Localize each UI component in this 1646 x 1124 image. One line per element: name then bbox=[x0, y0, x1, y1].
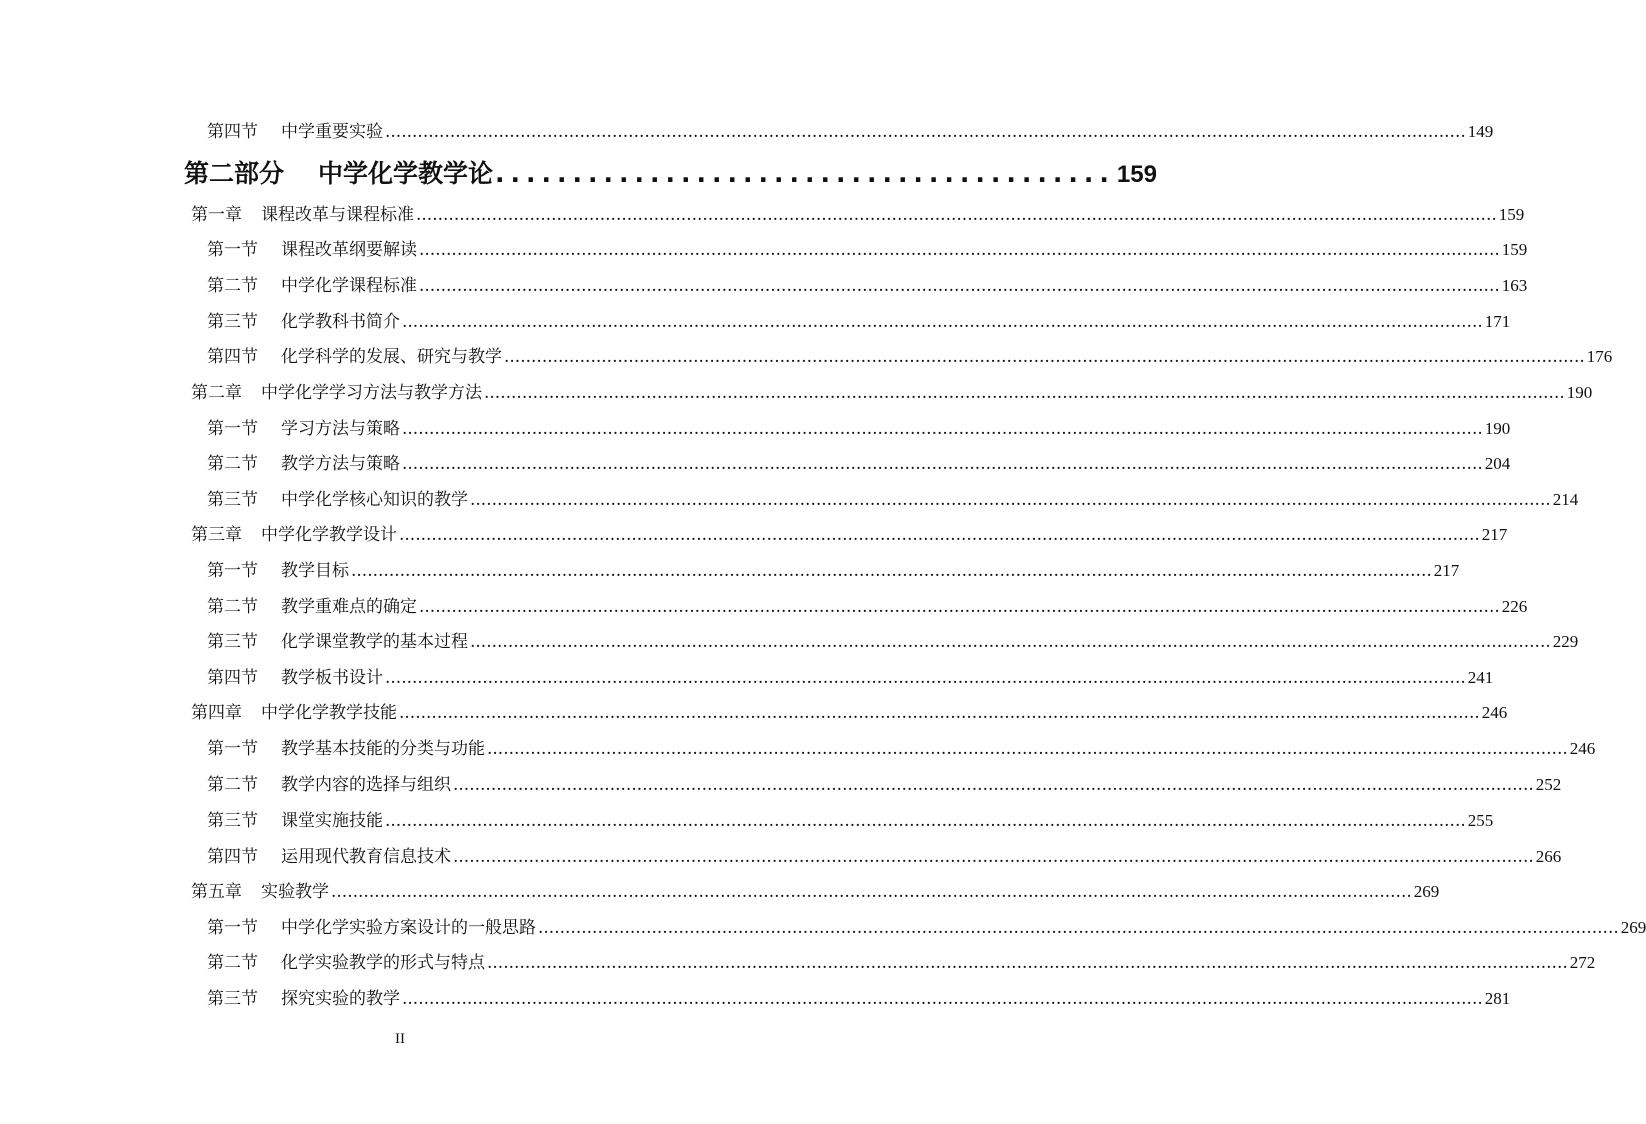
leader-dots: ........................................................................................................................................................................................................ bbox=[453, 775, 1534, 795]
toc-entry-title: 运用现代教育信息技术 bbox=[281, 847, 451, 867]
toc-entry-title: 教学基本技能的分类与功能 bbox=[281, 739, 485, 759]
toc-entry-title: 教学方法与策略 bbox=[281, 454, 400, 474]
toc-entry-title: 课程改革与课程标准 bbox=[261, 205, 414, 225]
toc-entry[interactable] bbox=[207, 556, 1460, 582]
toc-entry-page: 190 bbox=[1566, 383, 1593, 402]
toc-entry-label: 第四节 bbox=[207, 122, 258, 142]
toc-entry-page: 149 bbox=[1467, 122, 1494, 141]
toc-entry-title: 中学化学核心知识的教学 bbox=[281, 490, 468, 510]
toc-entry[interactable] bbox=[207, 414, 1511, 440]
toc-entry-title: 教学目标 bbox=[281, 561, 349, 581]
toc-entry-page: 272 bbox=[1569, 953, 1596, 972]
toc-entry-title: 中学化学学习方法与教学方法 bbox=[261, 383, 482, 403]
toc-entry-label: 第二节 bbox=[207, 597, 258, 617]
toc-chapter[interactable] bbox=[191, 200, 1525, 226]
leader-dots: ........................................................................................................................................................................................................ bbox=[399, 525, 1480, 545]
leader-dots: ........................................................................................................................................................................................................ bbox=[385, 122, 1466, 142]
toc-entry-page: 176 bbox=[1586, 347, 1613, 366]
toc-part-heading[interactable] bbox=[184, 154, 1157, 190]
toc-entry-label: 第一节 bbox=[207, 419, 258, 439]
toc-entry-title: 化学实验教学的形式与特点 bbox=[281, 953, 485, 973]
toc-entry-title: 教学重难点的确定 bbox=[281, 597, 417, 617]
toc-chapter[interactable] bbox=[191, 378, 1593, 404]
toc-entry-label: 第一节 bbox=[207, 240, 258, 260]
leader-dots: ........................................................................................................................................................................................................ bbox=[399, 703, 1480, 723]
toc-entry[interactable] bbox=[207, 485, 1579, 511]
toc-entry-title: 中学化学教学论 bbox=[318, 159, 494, 188]
toc-entry-page: 281 bbox=[1484, 989, 1511, 1008]
toc-entry[interactable] bbox=[207, 948, 1596, 974]
toc-entry-page: 226 bbox=[1501, 597, 1528, 616]
toc-entry-page: 204 bbox=[1484, 454, 1511, 473]
leader-dots: ........................................................................................................................................................................................................ bbox=[331, 882, 1412, 902]
leader-dots: ........................................................................................................................................................................................................ bbox=[487, 739, 1568, 759]
toc-entry-page: 246 bbox=[1569, 739, 1596, 758]
toc-entry-label: 第三章 bbox=[191, 525, 242, 545]
leader-dots: ........................................................................................................................................................................................................ bbox=[416, 205, 1497, 225]
toc-entry-title: 化学课堂教学的基本过程 bbox=[281, 632, 468, 652]
toc-entry-page: 214 bbox=[1552, 490, 1579, 509]
toc-entry-label: 第一节 bbox=[207, 561, 258, 581]
toc-entry[interactable] bbox=[207, 342, 1613, 368]
leader-dots: ........................................................................................................................................................................................................ bbox=[419, 276, 1500, 296]
toc-entry-title: 中学化学教学设计 bbox=[261, 525, 397, 545]
leader-dots: ........................................................................................................................................................................................................ bbox=[470, 632, 1551, 652]
toc-entry-label: 第三节 bbox=[207, 989, 258, 1009]
toc-entry-label: 第四章 bbox=[191, 703, 242, 723]
toc-entry-label: 第二节 bbox=[207, 953, 258, 973]
leader-dots: ........................................................................................................................................................................................................ bbox=[402, 454, 1483, 474]
toc-entry-page: 246 bbox=[1481, 703, 1508, 722]
toc-entry-label: 第四节 bbox=[207, 668, 258, 688]
leader-dots: ........................................................................................................................................................................................................ bbox=[402, 312, 1483, 332]
toc-entry-page: 266 bbox=[1535, 847, 1562, 866]
toc-entry-title: 中学重要实验 bbox=[281, 122, 383, 142]
toc-entry-page: 269 bbox=[1413, 882, 1440, 901]
toc-entry-page: 159 bbox=[1501, 240, 1528, 259]
toc-entry-page: 171 bbox=[1484, 312, 1511, 331]
toc-entry-label: 第二章 bbox=[191, 383, 242, 403]
toc-entry-page: 217 bbox=[1481, 525, 1508, 544]
toc-entry-title: 中学化学教学技能 bbox=[261, 703, 397, 723]
toc-entry[interactable] bbox=[207, 984, 1511, 1010]
toc-entry-label: 第三节 bbox=[207, 632, 258, 652]
leader-dots: ........................................................................................................................................................................................................ bbox=[504, 347, 1585, 367]
toc-entry-page: 255 bbox=[1467, 811, 1494, 830]
toc-entry[interactable] bbox=[207, 307, 1511, 333]
toc-entry-page: 269 bbox=[1620, 918, 1646, 937]
toc-entry-label: 第一节 bbox=[207, 739, 258, 759]
toc-entry[interactable] bbox=[207, 235, 1528, 261]
toc-entry-page: 163 bbox=[1501, 276, 1528, 295]
toc-entry-label: 第五章 bbox=[191, 882, 242, 902]
toc-entry-label: 第二节 bbox=[207, 454, 258, 474]
toc-entry-page: 229 bbox=[1552, 632, 1579, 651]
toc-entry-page: 159 bbox=[1498, 205, 1525, 224]
toc-entry-page: 190 bbox=[1484, 419, 1511, 438]
toc-entry-label: 第三节 bbox=[207, 490, 258, 510]
toc-chapter[interactable] bbox=[191, 877, 1440, 903]
toc-entry-title: 化学科学的发展、研究与教学 bbox=[281, 347, 502, 367]
leader-dots: ........................................................................................................................................................................................................ bbox=[402, 989, 1483, 1009]
toc-entry[interactable] bbox=[207, 806, 1494, 832]
toc-entry-label: 第二节 bbox=[207, 276, 258, 296]
toc-chapter[interactable] bbox=[191, 520, 1508, 546]
leader-dots: ........................................................................................................................................................................................................ bbox=[402, 419, 1483, 439]
leader-dots: ........................................................................................................................................................................................................ bbox=[470, 490, 1551, 510]
toc-entry[interactable] bbox=[207, 663, 1494, 689]
toc-entry-label: 第三节 bbox=[207, 811, 258, 831]
toc-entry-title: 化学教科书简介 bbox=[281, 312, 400, 332]
toc-entry[interactable] bbox=[207, 734, 1596, 760]
leader-dots: ........................................................................................................................................................................................................ bbox=[419, 597, 1500, 617]
toc-entry[interactable] bbox=[207, 913, 1646, 939]
toc-entry-page: 159 bbox=[1116, 161, 1157, 188]
leader-dots: ........................................................................................................................................................................................................ bbox=[484, 383, 1565, 403]
leader-dots: ........................................ bbox=[495, 159, 1115, 188]
toc-entry[interactable] bbox=[207, 770, 1562, 796]
leader-dots: ........................................................................................................................................................................................................ bbox=[538, 918, 1619, 938]
toc-entry[interactable] bbox=[207, 627, 1579, 653]
toc-entry-page: 252 bbox=[1535, 775, 1562, 794]
toc-entry-label: 第三节 bbox=[207, 312, 258, 332]
leader-dots: ........................................................................................................................................................................................................ bbox=[351, 561, 1432, 581]
leader-dots: ........................................................................................................................................................................................................ bbox=[487, 953, 1568, 973]
toc-entry-label: 第四节 bbox=[207, 847, 258, 867]
toc-entry-title: 中学化学课程标准 bbox=[281, 276, 417, 296]
toc-entry-title: 课程改革纲要解读 bbox=[281, 240, 417, 260]
toc-entry-title: 实验教学 bbox=[261, 882, 329, 902]
toc-entry-title: 教学内容的选择与组织 bbox=[281, 775, 451, 795]
toc-entry-title: 中学化学实验方案设计的一般思路 bbox=[281, 918, 536, 938]
leader-dots: ........................................................................................................................................................................................................ bbox=[419, 240, 1500, 260]
toc-entry-label: 第四节 bbox=[207, 347, 258, 367]
toc-entry[interactable] bbox=[207, 117, 1494, 143]
toc-entry-page: 217 bbox=[1433, 561, 1460, 580]
toc-entry-label: 第二节 bbox=[207, 775, 258, 795]
toc-entry-title: 课堂实施技能 bbox=[281, 811, 383, 831]
leader-dots: ........................................................................................................................................................................................................ bbox=[385, 668, 1466, 688]
toc-chapter[interactable] bbox=[191, 698, 1508, 724]
toc-entry-label: 第一章 bbox=[191, 205, 242, 225]
toc-entry[interactable] bbox=[207, 449, 1511, 475]
toc-entry-page: 241 bbox=[1467, 668, 1494, 687]
toc-entry-title: 教学板书设计 bbox=[281, 668, 383, 688]
toc-entry[interactable] bbox=[207, 592, 1528, 618]
toc-entry-label: 第二部分 bbox=[184, 159, 285, 188]
toc-entry-label: 第一节 bbox=[207, 918, 258, 938]
leader-dots: ........................................................................................................................................................................................................ bbox=[453, 847, 1534, 867]
toc-entry-title: 探究实验的教学 bbox=[281, 989, 400, 1009]
toc-entry[interactable] bbox=[207, 271, 1528, 297]
page-number: II bbox=[395, 1031, 405, 1047]
toc-entry-title: 学习方法与策略 bbox=[281, 419, 400, 439]
leader-dots: ........................................................................................................................................................................................................ bbox=[385, 811, 1466, 831]
toc-entry[interactable] bbox=[207, 842, 1562, 868]
